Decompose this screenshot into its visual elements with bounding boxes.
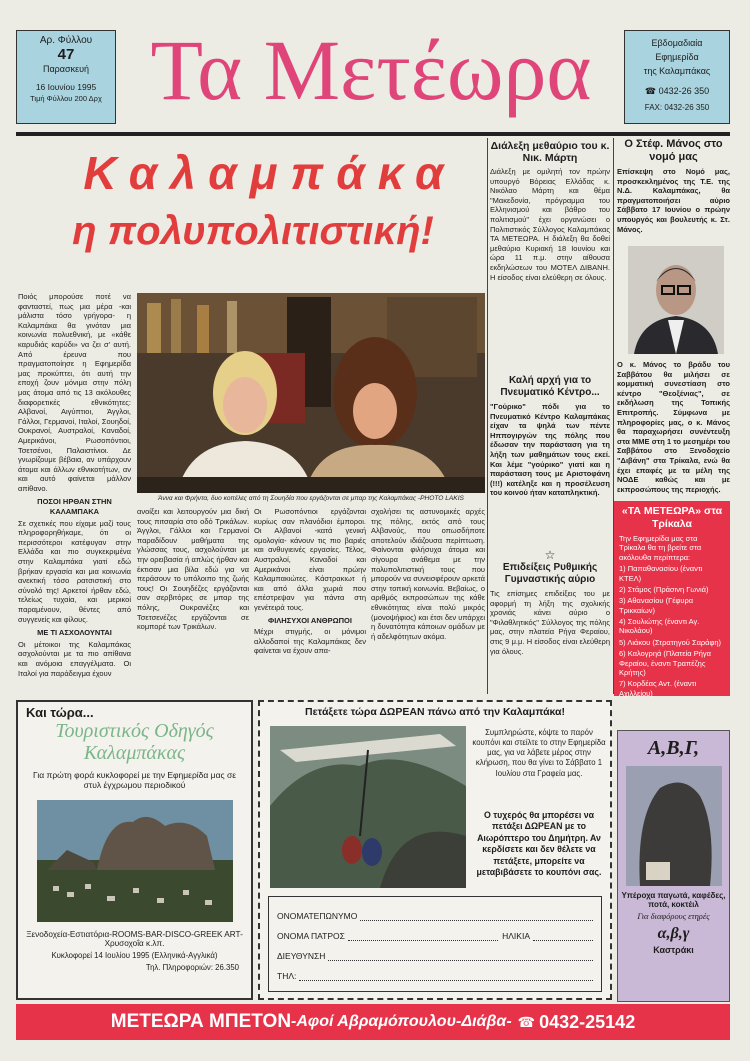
gymnastics-article bbox=[490, 562, 610, 656]
lead-col-2: ανοίξει και λειτουργούν μια δική τους πιτσαρία στο οδό Τρικάλων. Άγγλοι, Γάλλοι και Γερμανοί παραδίδουν μαθήματα της γλώσσας τους, ασχολούνται με την ορειβασία ή απλώς ήρθαν και έκτισαν μια βίλα εδώ για να περάσουν το υπόλοιπο της ζωής τους! Οι Σουηδέζες εργάζονται σαν σερβιτόρες σε μπαρ της πόλης, Ουκρανέζες και Τσετσενέζες εργάζονται σε κομπορέ των Τρικάλων. bbox=[137, 507, 249, 632]
manos-photo bbox=[628, 246, 724, 354]
gymnastics-title: Επιδείξεις Ρυθμικής Γυμναστικής αύριο bbox=[502, 562, 598, 585]
trikala-box-title: «ΤΑ ΜΕΤΕΩΡΑ» στα Τρίκαλα bbox=[621, 505, 723, 530]
issue-weekday: Παρασκευή bbox=[42, 64, 90, 74]
tourist-guide-footer-1: Ξενοδοχεία-Εστιατόρια-ROOMS-BAR-DISCO-GREEK ART-Χρυσοχοΐα κ.λπ. bbox=[26, 930, 243, 948]
flight-text-2: Ο τυχερός θα μπορέσει να πετάξει ΔΩΡΕΑΝ με το Αιωρόπτερο του Δημήτρη. Αν κερδίσετε και δεν θέλετε να πετάξετε, μπορείτε να μεταβιβάσετε το κουπόνι σας. bbox=[476, 810, 602, 878]
lead-col-4: σχολήσει τις αστυνομικές αρχές της πόλης, εκτός από τους Αλβανούς, που οπωσδήποτε αποτελούν ιδιάζουσα περίπτωση. Φαίνονται φιλήσυχα άτομα και σίγουρα ανάθεμα με την πολυπολιτιστική τους που μπορούν να συνεισφέρουν αρκετά στην τοπική κοινωνία. Βεβαίως, ο αριθμός εκπροσώπων της κάθε εθνικότητας είναι πολύ μικρός (μονοψήφιος) και έτσι δεν υπάρχει η δυνατότητα κάποιων ομάδων με ή αδελφότητων ακόμα. bbox=[371, 507, 485, 641]
issue-box bbox=[16, 30, 116, 124]
publisher-line-1: Εβδομαδιαία bbox=[651, 38, 703, 48]
abg-meteora-rock bbox=[626, 766, 722, 886]
lead-story-column-2 bbox=[137, 507, 249, 694]
trikala-box-item: 7) Κορδέας Αντ. (έναντι Αχιλλείου) bbox=[619, 679, 697, 698]
banner-main: ΜΕΤΕΩΡΑ ΜΠΕΤΟΝ bbox=[110, 1011, 292, 1032]
abg-rock-photo bbox=[626, 766, 722, 886]
cultural-center-text: "Γούρικο" πόδι για το Πνευματικό Κέντρο Καλαμπάκας είχαν τα ψηλά των πέντε Ηππογιργών της πόλης που έδωσαν την παράσταση για τη λήξη των μαθημάτων τους εκεί. Και λέμε "γούρικο" γιατί και η παράσταση τους με Αριστοφάνη (!!!) κατέληξε και η προσέλευση του κοινού ήταν καταπληκτική. bbox=[490, 402, 610, 498]
coupon-form bbox=[268, 896, 602, 992]
cultural-center-title: Καλή αρχή για το Πνευματικό Κέντρο... bbox=[500, 375, 600, 398]
trikala-box-item: 6) Καλογρηά (Πλατεία Ρήγα Φεραίου, έναντι Τραπέζης Κρήτης) bbox=[619, 649, 711, 677]
lead-intro: Ποιός μπορούσε ποτέ να φανταστεί, πως μια μέρα -και μάλιστα τόσο γρήγορα- η Καλαμπάκα θα γινόταν μια κοινωνία πολυεθνική, με «κάθε καρυδιάς καρύδι» να ζει σ' αυτή. Από έρευνα που πραγματοποίησε η Εφημερίδα μας προκύπτει, ότι αυτή την εποχή ζουν μόνιμα στην πόλη μας άτομα από τις 13 ακόλουθες διαφορετικές εθνικότητες: Αλβανοί, Αιγύπτιοι, Άγγλοι, Γάλλοι, Γερμανοί, Ιταλοί, Σουηδοί, Ουκρανοί, Αυστραλοί, Καναδοί, Αμερικάνοι, Ρωσοπόντιοι, Τσετσένοι, Παλαιστίνιοι. Δε γνωρίζουμε βέβαια, αν υπάρχουν άτομα και άλλων εθνικοτήτων, αν και αυτό φαίνεται μάλλον απίθανο. bbox=[18, 292, 131, 493]
tourist-guide-ad bbox=[16, 700, 253, 1000]
bar-photo bbox=[137, 293, 485, 493]
newspaper-title: Τα Μετέωρα bbox=[150, 22, 592, 118]
trikala-box-intro: Την Εφημερίδα μας στα Τρίκαλα θα τη βρείτε στα ακόλουθα περίπτερα: bbox=[619, 534, 702, 562]
trikala-box-item: 3) Αθανασίου (Γέφυρα Τρικκαίων) bbox=[619, 596, 694, 615]
meteora-beton-banner bbox=[16, 1004, 730, 1040]
free-flight-coupon bbox=[258, 700, 612, 1000]
headline-line-1: Καλαμπάκα bbox=[83, 147, 457, 199]
manos-portrait bbox=[628, 246, 724, 354]
manos-body bbox=[617, 360, 730, 494]
issue-price: Τιμή Φύλλου 200 Δρχ bbox=[30, 94, 102, 103]
lecture-article bbox=[490, 140, 610, 282]
field-label-phone: ΤΗΛ: bbox=[277, 971, 297, 981]
headline-line-2: η πολυπολιτιστική! bbox=[72, 209, 434, 253]
trikala-box bbox=[614, 501, 730, 696]
publisher-line-3: της Καλαμπάκας bbox=[643, 66, 711, 76]
swedish-women-photo bbox=[137, 293, 485, 493]
lead-story-column-3 bbox=[254, 507, 366, 694]
meteora-photo bbox=[37, 800, 233, 922]
abg-cafe-ad bbox=[617, 730, 730, 1002]
lead-col-3: Οι Ρωσοπόντιοι εργάζονται κυρίως σαν πλανόδιοι έμποροι. Οι Αλβανοί -κατά γενική ομολογία- κάνουν τις πιο βαριές και ανθυγιεινές εργασίες. Τέλος, Αυστραλοί, Καναδοί και Αμερικάνοι είναι πρώην Καλαμπακιώτες. Κάστρακιωτ ή και από άλλα χωριά που επέστρεψαν για πάντα στη γενέτειρά τους. bbox=[254, 507, 366, 612]
photo-caption: Άννα και Φρήντα, δυο κοπέλες από τη Σουηδία που εργάζονται σε μπαρ της Καλαμπάκας -PHOTO LAKIS bbox=[158, 495, 464, 502]
field-father-input[interactable] bbox=[348, 940, 498, 941]
star-divider-icon: ☆ bbox=[544, 548, 556, 562]
tourist-guide-text: Για πρώτη φορά κυκλοφορεί με την Εφημερίδα μας σε στυλ έγχρωμου περιοδικού bbox=[33, 770, 236, 790]
banner-rest: -Αφοί Αβραμόπουλου-Διάβα- bbox=[291, 1013, 512, 1030]
lecture-title: Διάλεξη μεθαύριο του κ. Νικ. Μάρτη bbox=[490, 140, 610, 164]
tourist-guide-footer-3: Τηλ. Πληροφοριών: 26.350 bbox=[145, 963, 239, 972]
abg-text-1: Υπέροχα παγωτά, καφέδες, ποτά, κοκτέιλ bbox=[621, 891, 726, 909]
tourist-guide-footer-2: Κυκλοφορεί 14 Ιουλίου 1995 (Ελληνικά-Αγγλικά) bbox=[51, 951, 218, 960]
tourist-guide-title-1: Τουριστικός Οδηγός bbox=[55, 720, 214, 742]
lead-story-column-4 bbox=[371, 507, 485, 694]
lead-subhead-3: ΦΙΛΗΣΥΧΟΙ ΑΝΘΡΩΠΟΙ bbox=[268, 615, 352, 625]
issue-number: 47 bbox=[57, 46, 75, 63]
cultural-center-article bbox=[490, 375, 610, 498]
banner-phone-icon: ☎ bbox=[517, 1013, 536, 1030]
lead-col-3b: Μέχρι στιγμής, οι μόνιμοι αλλοδαποί της Καλαμπάκας δεν φαίνεται να έχουν απα- bbox=[254, 627, 366, 656]
lead-text-2: Σε σχετικές που είχαμε μαζί τους πληροφορηθήκαμε, ότι οι περισσότεροι κατέφυγαν στην Ελλάδα και πιο συγκεκριμένα στην Καλαμπάκα γιατί εδώ βρήκαν εργασία και μια κοινωνία ανεκτική τόσο ρατσιστική στο σύνολό της! Αρκετοί ήρθαν εδώ, τελείως τυχαία, και μερικοί παραμένουν, θέντες από συγγενείς και φίλους. bbox=[18, 518, 131, 624]
lead-subhead-1: ΠΟΣΟΙ ΗΡΘΑΝ ΣΤΗΝ ΚΑΛΑΜΠΑΚΑ bbox=[37, 497, 112, 517]
masthead-rule bbox=[16, 132, 730, 136]
field-label-father: ΟΝΟΜΑ ΠΑΤΡΟΣ bbox=[277, 931, 345, 941]
manos-title: Ο Στέφ. Μάνος στο νομό μας bbox=[624, 138, 723, 163]
abg-place: Καστράκι bbox=[653, 945, 694, 955]
tourist-guide-pre: Και τώρα... bbox=[26, 705, 94, 720]
flight-text-1: Συμπληρώστε, κόψτε το παρόν κουπόνι και στείλτε το στην Εφημερίδα μας, για να λάβετε μέρος στην κλήρωση, που θα γίνει το Σάββατο 1 Ιουλίου στα Γραφεία μας. bbox=[472, 728, 606, 778]
trikala-box-item: 5) Λιάκου (Στρατηγού Σαράφη) bbox=[619, 637, 722, 647]
issue-label: Αρ. Φύλλου bbox=[39, 35, 93, 46]
flight-title: Πετάξετε τώρα ΔΩΡΕΑΝ πάνω από την Καλαμπάκα! bbox=[304, 706, 565, 718]
manos-text: Ο κ. Μάνος το βράδυ του Σαββάτου θα μιλήσει σε κομματική συνεστίαση στο κέντρο "Θεοξένιας", σε εκδήλωση της Τοπικής Επιτροπής. Σύμφωνα με πληροφορίες μας, ο κ. Μάνος θα παραχωρήσει συνέντευξη στα ΜΜΕ στη 1 το μεσημέρι του Σαββάτου στο Ξενοδοχείο "Διβάνη" στα Τρίκαλα, ενώ θα έχει επαφές με τα μέλη της ΝΟΔΕ καθώς και με εκπροσώπους της περιοχής. bbox=[617, 360, 730, 494]
trikala-box-item: 2) Στάμος (Πράσινη Γωνιά) bbox=[619, 584, 709, 594]
trikala-box-item: 1) Παπαθανασίου (έναντι ΚΤΕΛ) bbox=[619, 564, 703, 583]
trikala-box-item: 4) Σουλιώτης (έναντι Αγ. Νικολάου) bbox=[619, 617, 700, 636]
abg-logo: α,β,γ bbox=[657, 925, 690, 942]
lead-text-3: Οι μέτοικοι της Καλαμπάκας ασχολούνται με τα πιο απίθανα και ανόμοια επαγγέλματα. Οι Ιταλοί για παράδειγμα έχουν bbox=[18, 639, 131, 678]
publisher-line-2: Εφημερίδα bbox=[655, 52, 699, 62]
publisher-fax: FAX: 0432-26 350 bbox=[644, 103, 710, 112]
manos-article bbox=[617, 138, 730, 234]
gymnastics-text: Τις επίσημες επιδείξεις του με αφορμή τη λήξη της σχολικής χρονιάς κάνει αύριο ο "Φιλαθλητικός" Σύλλογος της πόλης μας, στην πλατεία Ρήγα Φεραίου, στις 9 μ.μ. Η είσοδος είναι ελεύθερη για όλους. bbox=[490, 589, 610, 656]
field-label-name: ΟΝΟΜΑΤΕΠΩΝΥΜΟ bbox=[277, 911, 358, 921]
publisher-box bbox=[624, 30, 730, 124]
manos-intro: Επίσκεψη στο Νομό μας, προσκεκλημένος της Τ.Ε. της Ν.Δ. Καλαμπάκας, θα πραγματοποιήσει αύριο Σάββατο 17 Ιουνίου ο πρώην υπουργός και βουλευτής κ. Στ. Μάνος. bbox=[617, 167, 730, 234]
tourist-guide-title-2: Καλαμπάκας bbox=[83, 742, 186, 764]
field-label-age: ΗΛΙΚΙΑ bbox=[502, 931, 530, 941]
field-name-input[interactable] bbox=[360, 920, 593, 921]
hang-glider-photo bbox=[270, 726, 466, 888]
abg-title: Α,Β,Γ, bbox=[647, 737, 700, 759]
publisher-phone: 0432-26 350 bbox=[658, 86, 710, 96]
meteora-landscape bbox=[37, 800, 233, 922]
field-label-address: ΔΙΕΥΘΥΝΣΗ bbox=[277, 951, 326, 961]
field-address-input[interactable] bbox=[328, 960, 593, 961]
field-age-input[interactable] bbox=[533, 940, 593, 941]
hang-glider-image bbox=[270, 726, 466, 888]
issue-date: 16 Ιουνίου 1995 bbox=[35, 82, 97, 92]
phone-icon: ☎ bbox=[644, 86, 659, 96]
lead-subhead-2: ΜΕ ΤΙ ΑΣΧΟΛΟΥΝΤΑΙ bbox=[37, 628, 112, 638]
banner-phone: 0432-25142 bbox=[539, 1011, 636, 1032]
lecture-text: Διάλεξη με ομιλητή τον πρώην υπουργό Βόρειας Ελλάδας κ. Νικόλαο Μάρτη και θέμα "Μακεδονία, πρόγραμμα του Ελληνισμού και βάθρο του πολιτισμού" έχει οργανώσει ο Πολιτιστικός Σύλλογος Καλαμπάκας ΤΑ ΜΕΤΕΩΡΑ. Η διάλεξη θα δοθεί μεθαύριο Κυριακή 18 Ιουνίου και ώρα 11 π.μ. στην αίθουσα εκδηλώσεων του ΜΟΤΕΛ ΔΙΒΑΝΗ. Η είσοδος είναι ελεύθερη σε όλους. bbox=[490, 167, 610, 282]
abg-text-2: Για διαφόρους ετηρές bbox=[637, 911, 710, 921]
field-phone-input[interactable] bbox=[299, 980, 593, 981]
lead-story-column-1 bbox=[18, 292, 131, 694]
